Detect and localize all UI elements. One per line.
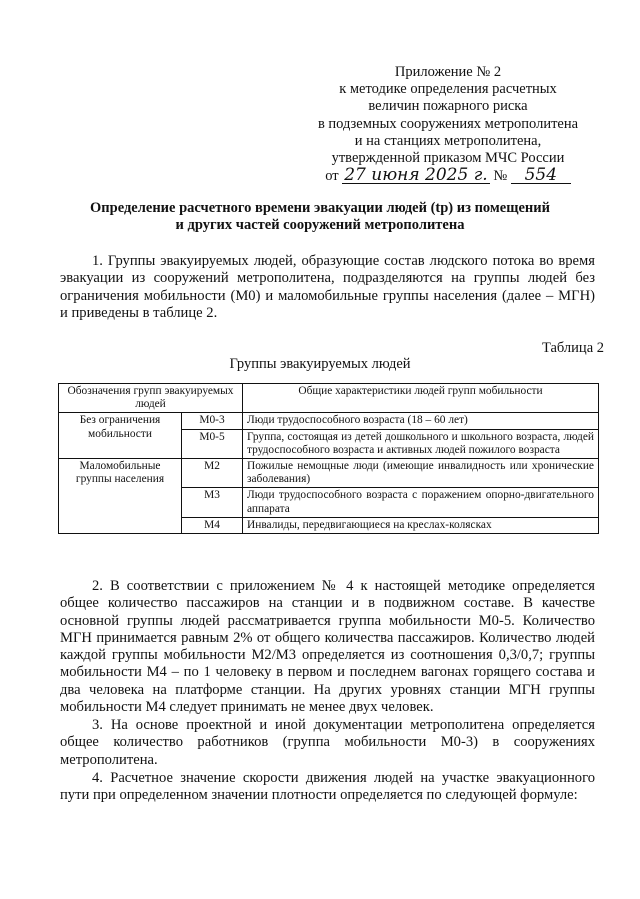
date-prefix: от: [325, 168, 339, 185]
appendix-line: Приложение № 2: [394, 64, 502, 80]
appendix-line: к методике определения расчетных: [339, 81, 557, 98]
handwritten-date: 27 июня 2025 г.: [344, 165, 488, 186]
number-prefix: №: [493, 168, 508, 185]
group-desc-cell: Инвалиды, передвигающиеся на креслах-колясках: [243, 517, 599, 533]
order-date-line: [298, 167, 598, 185]
table-row: [59, 413, 599, 429]
appendix-line: в подземных сооружениях метрополитена: [317, 115, 579, 132]
appendix-header: [298, 64, 598, 185]
group-code-cell: М2: [182, 459, 243, 488]
appendix-line: величин пожарного риска: [368, 98, 528, 115]
paragraph-3: 3. На основе проектной и иной документации метрополитена определяется общее количество работников (группа мобильности М0-3) в сооружениях метрополитена.: [60, 717, 595, 768]
group-desc-cell: Люди трудоспособного возраста (18 – 60 лет): [243, 413, 599, 429]
group-code-cell: М0-3: [182, 413, 243, 429]
paragraph-4: 4. Расчетное значение скорости движения людей на участке эвакуационного пути при определенном значении плотности определяется по следующей формуле:: [60, 770, 595, 804]
paragraph-1: 1. Группы эвакуируемых людей, образующие состав людского потока во время эвакуации из сооружений метрополитена, подразделяются на группы людей без ограничения мобильности (М0) и маломобильные группы населения (далее – МГН) и приведены в таблице 2.: [60, 253, 595, 321]
header-characteristics: Общие характеристики людей групп мобильности: [243, 384, 599, 413]
paragraph-2: 2. В соответствии с приложением № 4 к настоящей методике определяется общее количество пассажиров на станции и в подвижном составе. В качестве основной группы людей рассматривается группа мобильности М0-5. Количество МГН принимается равным 2% от общего количества пассажиров. Количество людей каждой группы мобильности М2/М3 определяется из соотношения 0,3/0,7; группы мобильности М4 – по 1 человеку в первом и последнем вагонах горящего состава и два человека на платформе станции. На других уровнях станции МГН группы мобильности М4 следует принимать не менее двух человек.: [60, 578, 595, 716]
appendix-line: и на станциях метрополитена,: [354, 132, 542, 149]
group-code-cell: М0-5: [182, 429, 243, 458]
table-caption: Группы эвакуируемых людей: [229, 356, 411, 372]
group-code-cell: М4: [182, 517, 243, 533]
title-line-2: и других частей сооружений метрополитена: [175, 217, 465, 233]
table-row: [59, 459, 599, 488]
group-name-cell: Маломобильные группы населения: [59, 459, 182, 534]
mobility-groups-table: [58, 383, 599, 534]
header-designation: Обозначения групп эвакуируемых людей: [59, 384, 243, 413]
handwritten-number: 554: [511, 167, 571, 184]
table-header-row: [59, 384, 599, 413]
group-name-cell: Без ограничения мобильности: [59, 413, 182, 459]
table-label: Таблица 2: [541, 340, 604, 356]
title-line-1: Определение расчетного времени эвакуации людей (tр) из помещений: [90, 200, 550, 216]
group-desc-cell: Пожилые немощные люди (имеющие инвалидность или хронические заболевания): [243, 459, 599, 488]
group-desc-cell: Группа, состоящая из детей дошкольного и школьного возраста, людей трудоспособного возраста и активных людей пожилого возраста: [243, 429, 599, 458]
appendix-line: утвержденной приказом МЧС России: [331, 150, 565, 167]
group-code-cell: М3: [182, 488, 243, 517]
group-desc-cell: Люди трудоспособного возраста с поражением опорно-двигательного аппарата: [243, 488, 599, 517]
section-title: [60, 200, 580, 234]
